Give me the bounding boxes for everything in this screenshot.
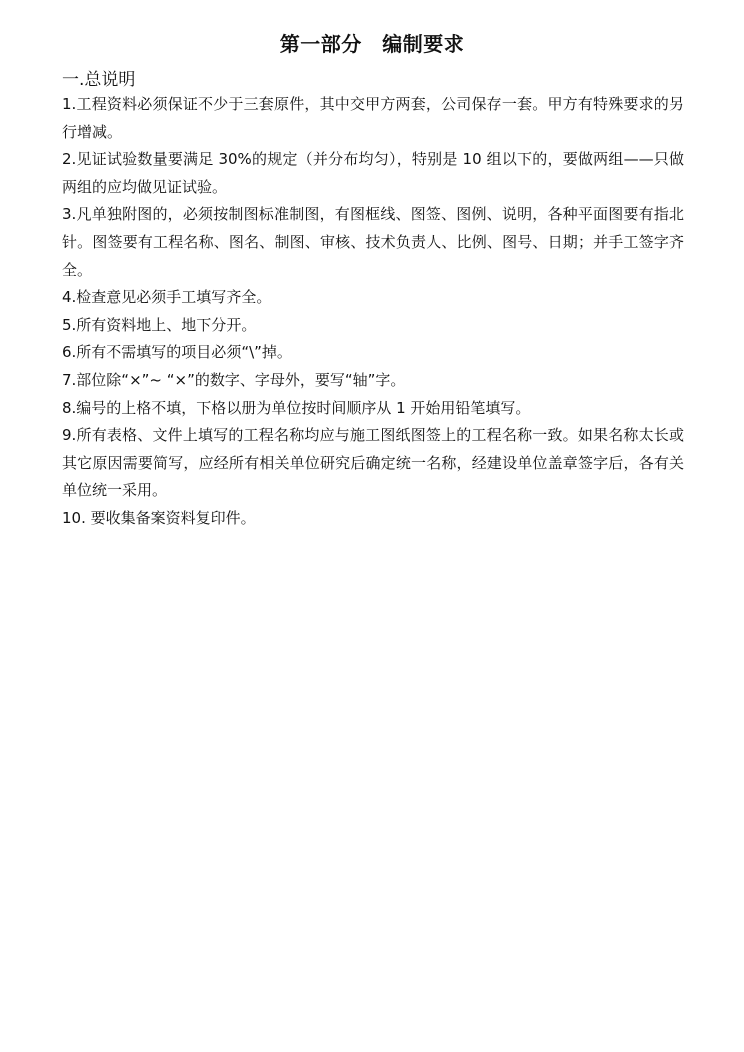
- requirement-item-4: 4.检查意见必须手工填写齐全。: [62, 288, 272, 307]
- requirement-item-8: 8.编号的上格不填，下格以册为单位按时间顺序从 1 开始用铅笔填写。: [62, 398, 531, 417]
- requirement-item-6: 6.所有不需填写的项目必须“\”掉。: [62, 343, 292, 362]
- section-heading: 一.总说明: [62, 70, 136, 90]
- requirement-item-5: 5.所有资料地上、地下分开。: [62, 315, 257, 334]
- requirements-list: [62, 91, 684, 533]
- requirement-item-9: 9.所有表格、文件上填写的工程名称均应与施工图纸图签上的工程名称一致。如果名称太长或其它原因需要简写，应经所有相关单位研究后确定统一名称，经建设单位盖章签字后，各有关单位统一采用。: [62, 426, 684, 500]
- requirement-item-1: 1.工程资料必须保证不少于三套原件，其中交甲方两套，公司保存一套。甲方有特殊要求的另行增减。: [62, 95, 684, 141]
- document-title: 第一部分 编制要求: [279, 32, 465, 56]
- requirement-item-3: 3.凡单独附图的，必须按制图标准制图，有图框线、图签、图例、说明，各种平面图要有指北针。图签要有工程名称、图名、制图、审核、技术负责人、比例、图号、日期；并手工签字齐全。: [62, 205, 684, 279]
- requirement-item-2: 2.见证试验数量要满足 30%的规定（并分布均匀），特别是 10 组以下的，要做两组——只做两组的应均做见证试验。: [62, 150, 684, 196]
- requirement-item-7: 7.部位除“×”~ “×”的数字、字母外，要写“轴”字。: [62, 370, 406, 389]
- requirement-item-10: 10. 要收集备案资料复印件。: [62, 508, 256, 527]
